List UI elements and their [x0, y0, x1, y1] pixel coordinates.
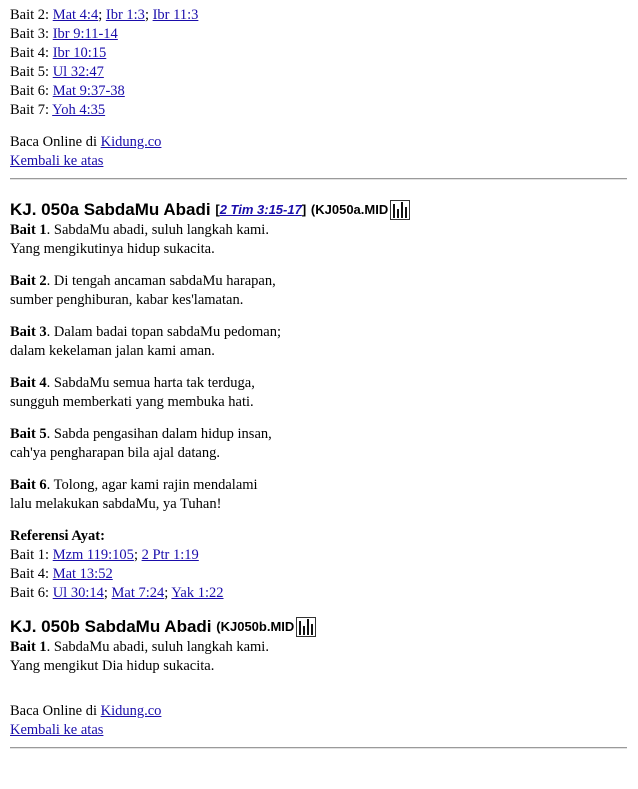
ref-link[interactable]: Ibr 1:3 — [105, 7, 145, 23]
ref-label: Bait 1: — [10, 547, 50, 563]
ref-link[interactable]: Ibr 10:15 — [52, 45, 107, 61]
verse — [10, 272, 627, 310]
verse-text: . Sabda pengasihan dalam hidup insan, — [46, 426, 272, 442]
spacer — [10, 120, 627, 133]
verse-text: . Dalam badai topan sabdaMu pedoman; — [46, 324, 282, 340]
footer-links — [10, 133, 627, 171]
spacer — [10, 361, 627, 374]
ref-line — [10, 44, 627, 63]
song-title-row — [10, 616, 627, 638]
verse — [10, 221, 627, 259]
references-heading: Referensi Ayat: — [10, 528, 105, 544]
verse-label: Bait 1 — [10, 222, 47, 238]
ref-label: Bait 3: — [10, 26, 50, 42]
song-title-row — [10, 199, 627, 221]
verse-text: . SabdaMu abadi, suluh langkah kami. — [46, 222, 269, 238]
verse-references — [10, 527, 627, 603]
ref-line: Bait 2: Mat 4:4; Ibr 1:3; Ibr 11:3 — [10, 7, 199, 23]
read-online-line — [10, 702, 627, 721]
ref-link[interactable]: Yoh 4:35 — [52, 102, 106, 118]
ref-line — [10, 565, 627, 584]
scripture-ref-link[interactable]: 2 Tim 3:15-17 — [219, 202, 302, 217]
ref-label: Bait 5: — [10, 64, 50, 80]
spacer — [10, 259, 627, 272]
song-050b — [10, 616, 627, 676]
spacer — [10, 603, 627, 616]
read-online-prefix: Baca Online di — [10, 134, 97, 150]
verse-text: Yang mengikut Dia hidup sukacita. — [10, 658, 215, 674]
verse-text: . SabdaMu abadi, suluh langkah kami. — [46, 639, 269, 655]
ref-link[interactable]: Mat 4:4 — [52, 7, 99, 23]
verse-text: . SabdaMu semua harta tak terduga, — [46, 375, 255, 391]
verse-label: Bait 3 — [10, 324, 47, 340]
read-online-line — [10, 133, 627, 152]
ref-link[interactable]: Ibr 11:3 — [152, 7, 199, 23]
ref-label: Bait 4: — [10, 45, 50, 61]
spacer — [10, 180, 627, 199]
verse-label: Bait 6 — [10, 477, 47, 493]
audio-bars-icon[interactable] — [296, 617, 316, 637]
song-050a — [10, 199, 627, 603]
verse — [10, 323, 627, 361]
verse-text: . Di tengah ancaman sabdaMu harapan, — [46, 273, 276, 289]
ref-label: Bait 6: — [10, 585, 50, 601]
back-to-top-link[interactable]: Kembali ke atas — [10, 153, 104, 169]
back-to-top-line — [10, 721, 627, 740]
kidung-link[interactable]: Kidung.co — [100, 703, 162, 719]
midi-file-label: (KJ050a.MID — [310, 202, 389, 217]
ref-link[interactable]: Mzm 119:105 — [52, 547, 134, 563]
verse-text: lalu melakukan sabdaMu, ya Tuhan! — [10, 496, 222, 512]
footer-links — [10, 702, 627, 740]
ref-label: Bait 2: — [10, 7, 50, 23]
back-to-top-link[interactable]: Kembali ke atas — [10, 722, 104, 738]
ref-line — [10, 82, 627, 101]
verse-text: . Tolong, agar kami rajin mendalami — [46, 477, 258, 493]
page — [10, 6, 627, 749]
kidung-link[interactable]: Kidung.co — [100, 134, 162, 150]
ref-line — [10, 101, 627, 120]
open-bracket: [ — [215, 202, 220, 217]
top-refs — [10, 6, 627, 120]
spacer — [10, 463, 627, 476]
verse — [10, 374, 627, 412]
read-online-prefix: Baca Online di — [10, 703, 97, 719]
ref-link[interactable]: Ibr 9:11-14 — [52, 26, 118, 42]
spacer — [10, 514, 627, 527]
ref-link[interactable]: Ul 30:14 — [52, 585, 104, 601]
back-to-top-line — [10, 152, 627, 171]
ref-link[interactable]: Mat 13:52 — [52, 566, 113, 582]
ref-link[interactable]: 2 Ptr 1:19 — [141, 547, 199, 563]
divider — [10, 747, 627, 749]
ref-link[interactable]: Mat 7:24 — [111, 585, 165, 601]
ref-line — [10, 25, 627, 44]
verse-label: Bait 4 — [10, 375, 47, 391]
ref-label: Bait 7: — [10, 102, 50, 118]
audio-bars-icon[interactable] — [390, 200, 410, 220]
ref-line: Bait 6: Ul 30:14; Mat 7:24; Yak 1:22 — [10, 585, 224, 601]
spacer — [10, 676, 627, 702]
ref-label: Bait 6: — [10, 83, 50, 99]
verse-text: cah'ya pengharapan bila ajal datang. — [10, 445, 220, 461]
verse — [10, 638, 627, 676]
verse — [10, 425, 627, 463]
ref-link[interactable]: Ul 32:47 — [52, 64, 104, 80]
song-title: KJ. 050a SabdaMu Abadi — [10, 200, 211, 219]
spacer — [10, 412, 627, 425]
ref-link[interactable]: Yak 1:22 — [171, 585, 224, 601]
ref-label: Bait 4: — [10, 566, 50, 582]
ref-line — [10, 63, 627, 82]
verse-label: Bait 5 — [10, 426, 47, 442]
ref-line: Bait 1: Mzm 119:105; 2 Ptr 1:19 — [10, 547, 199, 563]
verse — [10, 476, 627, 514]
ref-link[interactable]: Mat 9:37-38 — [52, 83, 125, 99]
verse-label: Bait 1 — [10, 639, 47, 655]
verse-text: Yang mengikutinya hidup sukacita. — [10, 241, 215, 257]
close-bracket: ] — [301, 202, 307, 217]
midi-file-label: (KJ050b.MID — [216, 619, 295, 634]
verse-label: Bait 2 — [10, 273, 47, 289]
verse-text: sungguh memberkati yang membuka hati. — [10, 394, 254, 410]
verse-text: dalam kekelaman jalan kami aman. — [10, 343, 215, 359]
song-title: KJ. 050b SabdaMu Abadi — [10, 617, 212, 636]
verse-text: sumber penghiburan, kabar kes'lamatan. — [10, 292, 244, 308]
spacer — [10, 310, 627, 323]
